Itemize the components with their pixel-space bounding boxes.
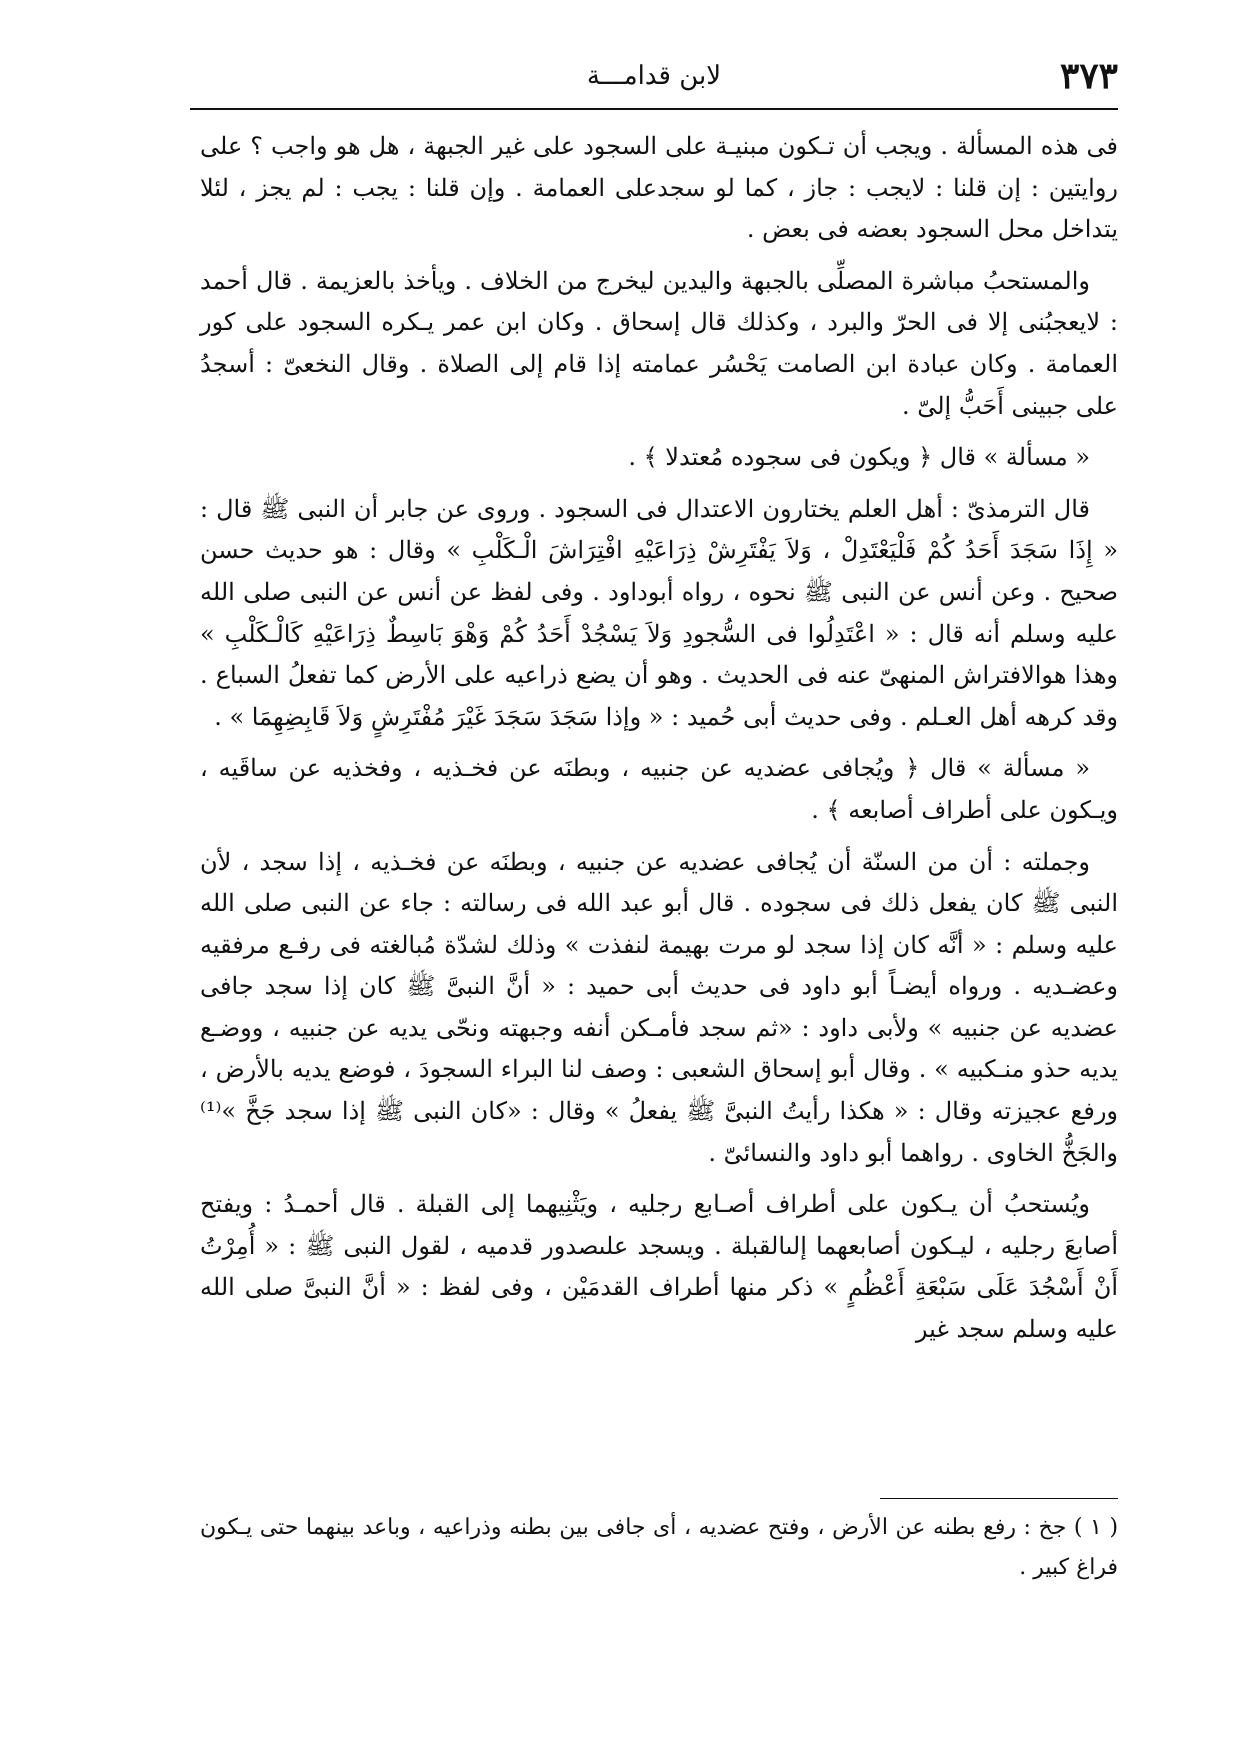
page-number: ٣٧٣ — [1059, 55, 1118, 97]
footnote-text: جخ : رفع بطنه عن الأرض ، وفتح عضديه ، أى جافى بين بطنه وذراعيه ، وباعد بينهما حتى يـكون فراغ كبير . — [200, 1515, 1118, 1580]
running-header — [190, 52, 1118, 104]
section-heading: « مسألة » قال ﴿ ويُجافى عضديه عن جنبيه ، وبطنَه عن فخـذيه ، وفخذيه عن ساقَيه ، ويـكون على أطراف أصابعه ﴾ . — [200, 754, 1118, 824]
footnote-rule — [880, 1498, 1118, 1499]
header-rule — [190, 108, 1118, 110]
main-text — [200, 126, 1118, 1361]
running-title: لابن قدامـــة — [586, 61, 722, 91]
footnote-marker: ( ١ ) — [1073, 1515, 1119, 1540]
paragraph: ويُستحبُ أن يـكون على أطراف أصـابع رجليه ، ويَثْنِيهما إلى القبلة . قال أحمـدُ : ويفتح أصابعَ رجليه ، ليـكون أصابعهما إلىالقبلة . ويسجد علىصدور قدميه ، لقول النبى ﷺ : « أُمِرْتُ أَنْ أَسْجُدَ عَلَى سَبْعَةِ أَعْظُمٍ » ذكر منها أطراف القدمَيْن ، وفى لفظ : « أنَّ النبىَّ صلى الله عليه وسلم سجد غير — [200, 1190, 1118, 1344]
paragraph: قال الترمذىّ : أهل العلم يختارون الاعتدال فى السجود . وروى عن جابر أن النبى ﷺ قال : « إِذَا سَجَدَ أَحَدُ كُمْ فَلْيَعْتَدِلْ ، وَلاَ يَفْتَرِشْ ذِرَاعَيْهِ افْتِرَاشَ الْـكَلْبِ » وقال : هو حديث حسن صحيح . وعن أنس عن النبى ﷺ نحوه ، رواه أبوداود . وفى لفظ عن أنس عن النبى صلى الله عليه وسلم أنه قال : « اعْتَدِلُوا فى السُّجودِ وَلاَ يَسْجُدْ أَحَدُ كُمْ وَهْوَ بَاسِطٌ ذِرَاعَيْهِ كَالْـكَلْبِ » وهذا هوالافتراش المنهىّ عنه فى الحديث . وهو أن يضع ذراعيه على الأرض كما تفعلُ السباع . وقد كرهه أهل العـلم . وفى حديث أبى حُميد : « وإذا سَجَدَ سَجَدَ غَيْرَ مُفْتَرِشٍ وَلاَ قَابِضِهِمَا » . — [200, 494, 1118, 731]
paragraph: وجملته : أن من السنّة أن يُجافى عضديه عن جنبيه ، وبطنَه عن فخـذيه ، إذا سجد ، لأن النبى ﷺ كان يفعل ذلك فى سجوده . قال أبو عبد الله فى رسالته : جاء عن النبى صلى الله عليه وسلم : « أنَّه كان إذا سجد لو مرت بهيمة لنفذت » وذلك لشدّة مُبالغته فى رفـع مرفقيه وعضـديه . ورواه أيضـاً أبو داود فى حديث أبى حميد : « أنَّ النبىَّ ﷺ كان إذا سجد جافى عضديه عن جنبيه » ولأبى داود : «ثم سجد فأمـكن أنفه وجبهته ونحّى يديه عن جنبيه ، ووضـع يديه حذو منـكبيه » . وقال أبو إسحاق الشعبى : وصف لنا البراء السجودَ ، فوضع يديه بالأرض ، ورفع عجيزته وقال : « هكذا رأيتُ النبىَّ ﷺ يفعلُ » وقال : «كان النبى ﷺ إذا سجد جَخَّ »⁽¹⁾ والجَخُّ الخاوى . رواهما أبو داود والنسائىّ . — [200, 847, 1118, 1167]
paragraph: والمستحبُ مباشرة المصلِّى بالجبهة واليدين ليخرج من الخلاف . ويأخذ بالعزيمة . قال أحمد : لايعجبُنى إلا فى الحرّ والبرد ، وكذلك قال إسحاق . وكان ابن عمر يـكره السجود على كور العمامة . وكان عبادة ابن الصامت يَحْسُر عمامته إذا قام إلى الصلاة . وقال النخعىّ : أسجدُ على جبينى أَحَبُّ إلىّ . — [200, 266, 1118, 420]
paragraph: فى هذه المسألة . ويجب أن تـكون مبنيـة على السجود على غير الجبهة ، هل هو واجب ؟ على روايتين : إن قلنا : لايجب : جاز ، كما لو سجدعلى العمامة . وإن قلنا : يجب : لم يجز ، لئلا يتداخل محل السجود بعضه فى بعض . — [200, 132, 1118, 244]
section-heading: « مسألة » قال ﴿ ويكون فى سجوده مُعتدلا ﴾ . — [628, 443, 1090, 472]
footnote — [200, 1508, 1118, 1588]
